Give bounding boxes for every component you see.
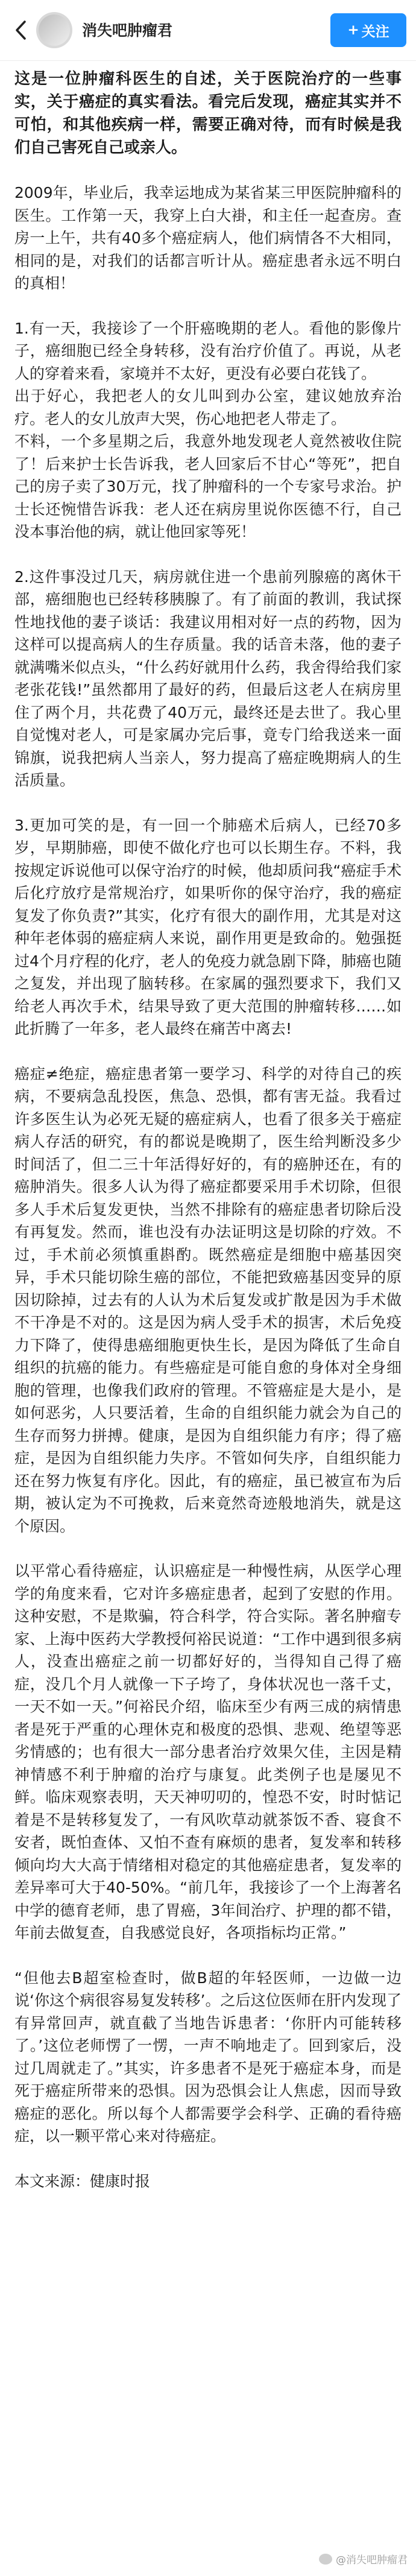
- article-paragraph: 癌症≠绝症，癌症患者第一要学习、科学的对待自己的疾病，不要病急乱投医，焦急、恐惧，都有害无益。我看过许多医生认为必死无疑的癌症病人，也看了很多关于癌症病人存活的研究，有的都说是晚期了，医生给判断没多少时间活了，但二三十年活得好好的，有的癌肿还在，有的癌肿消失。很多人认为得了癌症都要采用手术切除，但很多人手术后复发更快，当然不排除有的癌症患者切除后没有再复发。然而，谁也没有办法证明这是切除的疗效。不过，手术前必须慎重斟酌。既然癌症是细胞中癌基因突异，手术只能切除生癌的部位，不能把致癌基因变异的原因切除掉，过去有的人认为术后复发或扩散是因为手术做不干净是不对的。这是因为病人受手术的损害，术后免疫力下降了，使得患癌细胞更快生长，是因为降低了生命自组织的抗癌的能力。有些癌症是可能自愈的身体对全身细胞的管理，也像我们政府的管理。不管癌症是大是小，是如何恶劣，人只要活着，生命的自组织能力就会为自己的生存而努力拼搏。健康，是因为自组织能力有序；得了癌症，是因为自组织能力失序。不管如何失序，自组织能力还在努力恢复有序化。因此，有的癌症，虽已被宣布为后期，被认定为不可挽救，后来竟然奇迹般地消失，就是这个原因。: [14, 1065, 402, 1535]
- avatar[interactable]: [36, 12, 72, 48]
- article-source: 本文来源：健康时报: [14, 2172, 151, 2190]
- article-paragraph: 1.有一天，我接诊了一个肝癌晚期的老人。看他的影像片子，癌细胞已经全身转移，没有治疗价值了。再说，从老人的穿着来看，家境并不太好，更没有必要白花钱了。 出于好心，我把老人的女儿叫到办公室，建议她放弃治疗。老人的女儿放声大哭，伤心地把老人带走了。 不料，一个多星期之后，我意外地发现老人竟然被收住院了！后来护士长告诉我，老人回家后不甘心“等死”，把自己的房子卖了30万元，找了肿瘤科的一个专家号求治。护士长还惋惜告诉我：老人还在病房里说你医德不行，自己没本事治他的病，就让他回家等死！: [14, 319, 402, 540]
- article-paragraph: 3.更加可笑的是，有一回一个肺癌术后病人，已经70多岁，早期肺癌，即使不做化疗也可以长期生存。不料，我按规定诉说他可以保守治疗的时候，他却质问我“癌症手术后化疗放疗是常规治疗，如果听你的保守治疗，我的癌症复发了你负责?”其实，化疗有很大的副作用，尤其是对这种年老体弱的癌症病人来说，副作用更是致命的。勉强挺过4个月疗程的化疗，老人的免疫力就急剧下降，肺癌也随之复发，并出现了脑转移。在家属的强烈要求下，我们又给老人再次手术，结果导致了更大范围的肿瘤转移……如此折腾了一年多，老人最终在痛苦中离去!: [14, 816, 402, 1037]
- weibo-logo-icon: [319, 2554, 332, 2565]
- header-bar: [0, 0, 416, 61]
- back-arrow-icon: [14, 20, 27, 40]
- plus-icon: +: [347, 22, 359, 38]
- article-body: [14, 68, 402, 2215]
- follow-button[interactable]: [330, 13, 406, 47]
- article-paragraph: “但他去B超室检查时，做B超的年轻医师，一边做一边说‘你这个病很容易复发转移’。之后这位医师在肝内发现了有异常回声，就直截了当地告诉患者：‘你肝内可能转移了。’这位老师愣了一愣，一声不响地走了。回到家后，没过几周就走了。”其实，许多患者不是死于癌症本身，而是死于癌症所带来的恐惧。因为恐惧会让人焦虑，因而导致癌症的恶化。所以每个人都需要学会科学、正确的看待癌症，以一颗平常心来对待癌症。: [14, 1969, 402, 2145]
- account-name[interactable]: 消失吧肿瘤君: [82, 22, 173, 39]
- back-button[interactable]: [8, 17, 33, 43]
- watermark-text: @消失吧肿瘤君: [336, 2554, 408, 2566]
- article-paragraph: 2.这件事没过几天，病房就住进一个患前列腺癌的离休干部，癌细胞也已经转移胰腺了。有了前面的教训，我试探性地找他的妻子谈话：我建议用相对好一点的药物，因为这样可以提高病人的生存质量。我的话音未落，他的妻子就满嘴米似点头，“什么药好就用什么药，我舍得给我们家老张花钱!”虽然都用了最好的药，但最后这老人在病房里住了两个月，共花费了40万元，最终还是去世了。我心里自觉愧对老人，可是家属办完后事，竟专门给我送来一面锦旗，说我把病人当亲人，努力提高了癌症晚期病人的生活质量。: [14, 568, 402, 789]
- article-lead: 这是一位肿瘤科医生的自述，关于医院治疗的一些事实，关于癌症的真实看法。看完后发现，癌症其实并不可怕，和其他疾病一样，需要正确对待，而有时候是我们自己害死自己或亲人。: [14, 70, 402, 157]
- article-paragraph: 2009年，毕业后，我幸运地成为某省某三甲医院肿瘤科的医生。工作第一天，我穿上白大褂，和主任一起查房。查房一上午，共有40多个癌症病人，他们病情各不大相同，相同的是，对我们的话都言听计从。癌症患者永远不明白的真相！: [14, 184, 402, 292]
- follow-label: 关注: [361, 24, 389, 40]
- article-paragraph: 以平常心看待癌症，认识癌症是一种慢性病，从医学心理学的角度来看，它对许多癌症患者，起到了安慰的作用。这种安慰，不是欺骗，符合科学，符合实际。著名肿瘤专家、上海中医药大学教授何裕民说道：“工作中遇到很多病人，没查出癌症之前一切都好好的，当得知自己得了癌症，没几个月人就像一下子垮了，身体状况也一落千丈，一天不如一天。”何裕民介绍，临床至少有两三成的病情患者是死于严重的心理休克和极度的恐惧、悲观、绝望等恶劣情感的；也有很大一部分患者治疗效果欠佳，主因是精神情感不利于肿瘤的治疗与康复。此类例子也是屡见不鲜。临床观察表明，天天神叨叨的，惶恐不安，时时惦记着是不是转移复发了，一有风吹草动就茶饭不香、寝食不安者，既怕查体、又怕不查有麻烦的患者，复发率和转移倾向均大大高于情绪相对稳定的其他癌症患者，复发率的差异率可大于40-50%。“前几年，我接诊了一个上海著名中学的德育老师，患了胃癌，3年间治疗、护理的都不错，年前去做复查，自我感觉良好，各项指标均正常。”: [14, 1562, 402, 1941]
- watermark: [319, 2551, 408, 2566]
